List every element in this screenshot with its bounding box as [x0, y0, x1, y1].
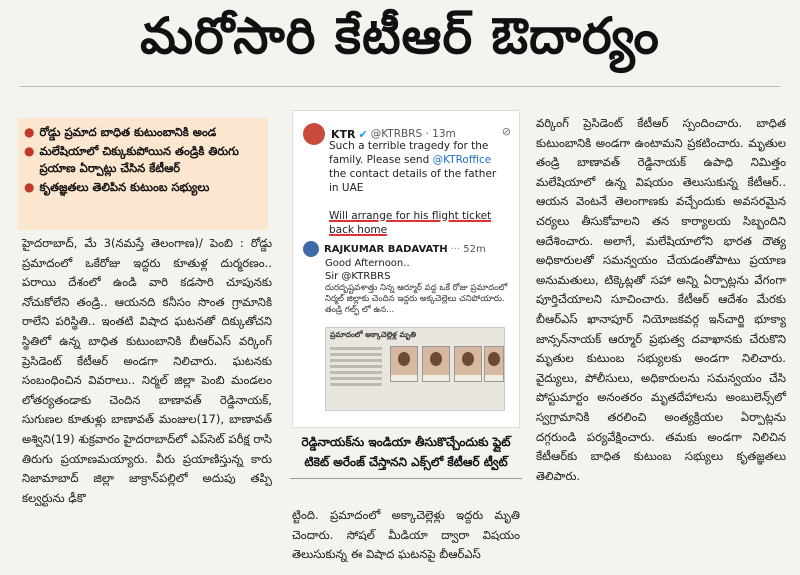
photo-girl-4	[484, 346, 504, 382]
photo-girl-1	[390, 346, 418, 382]
avatar	[303, 241, 319, 257]
article-column-1	[22, 234, 272, 508]
tweet-author: KTR	[331, 127, 356, 141]
highlight-item	[24, 179, 262, 196]
highlight-item	[24, 124, 262, 141]
more-icon: ···	[450, 243, 461, 255]
headline-divider	[20, 86, 780, 87]
article-column-3	[536, 114, 786, 486]
avatar	[303, 123, 325, 145]
article-paragraph: హైదరాబాద్, మే 3(నమస్తే తెలంగాణ)/ పెంబి : రోడ్డు ప్రమాదంలో ఒకేరోజు ఇద్దరు కూతుళ్ల దుర్మరణం.. పరాయి దేశంలో ఉండి వారి కడసారి చూపునకు నోచుకోలేని తండ్రి.. ఆయనది కనీసం సొంత గ్రామానికి రాలేని పరిస్థితి.. ఇంతటి విషాద ఘటనతో దిక్కుతోచని స్థితిలో ఉన్న బాధిత కుటుంబానికి బీఆర్ఎస్ వర్కింగ్ ప్రెసిడెంట్ కేటీఆర్ అండగా నిలిచారు. ఘటనకు సంబంధించిన వివరాలు.. నిర్మల్ జిల్లా పెంబి మండలం లోతర్యతండాకు చెందిన బాణావత్ రెడ్డినాయక్, సుగుణల కూతుళ్లు బాణావత్ మంజుల(17), బాణావత్ అశ్విని(19) శుక్రవారం హైదరాబాద్‌లో ఎప్‌సెట్ పరీక్ష రాసి తిరుగు ప్రయాణమయ్యారు. వీరు ప్రయాణిస్తున్న కారు నిజామాబాద్ జిల్లా జాక్రాన్‌పల్లిలో అదుపు తప్పి కల్వర్టును ఢీకొ	[22, 236, 272, 505]
highlights-box	[18, 118, 268, 230]
highlight-text: మలేషియాలో చిక్కుకుపోయిన తండ్రికి తిరుగు ప్రయాణ ఏర్పాట్లు చేసిన కేటీఆర్	[39, 144, 239, 175]
tweet-highlighted-text: Will arrange for his flight ticket back home	[329, 210, 492, 236]
tweet-text-part: the contact details of the father in UAE	[329, 168, 497, 194]
verified-icon: ✔	[358, 127, 368, 141]
article-column-2	[292, 506, 520, 565]
tweet-handle: @KTRBRS · 13m	[370, 128, 456, 140]
reply-tweet	[303, 241, 511, 421]
tweet-text-part: Such a terrible tragedy for the family. Please send	[329, 140, 489, 166]
tweet-screenshot	[292, 110, 520, 428]
reply-time: 52m	[463, 243, 486, 255]
reply-salutation: Sir @KTRBRS	[325, 271, 391, 282]
bullet-icon: ●	[24, 180, 35, 194]
photo-caption: రెడ్డినాయక్‌ను ఇండియా తీసుకొచ్చేందుకు ఫ్లైట్ టికెట్ అరేంజ్ చేస్తానని ఎక్స్‌లో కేటీఆర్ ట్వీట్	[301, 435, 511, 469]
caption-divider	[290, 478, 522, 479]
reply-header	[303, 241, 511, 257]
tweet-mention: @KTRoffice	[432, 154, 492, 166]
reply-telugu-text: దురదృష్టవశాత్తు నిన్న ఆర్మూర్ వద్ద ఒకే రోజు ప్రమాదంలో నిర్మల్ జిల్లాకు చెందిన ఇద్దరు అక్కచెల్లెలు చనిపోయారు. తండ్రి గల్ఫ్ లో ఉన...	[325, 283, 508, 315]
headline: మరోసారి కేటీఆర్ ఔదార్యం	[140, 6, 660, 65]
reply-text	[325, 257, 511, 316]
highlight-item	[24, 143, 262, 177]
photo-girl-3	[454, 346, 482, 382]
reply-greeting: Good Afternoon..	[325, 258, 410, 269]
article-paragraph: వర్కింగ్ ప్రెసిడెంట్ కేటీఆర్ స్పందించారు. బాధిత కుటుంబానికి అండగా ఉంటామని ప్రకటించారు. మృతుల తండ్రి బాణావత్ రెడ్డినాయక్ ఉపాధి నిమిత్తం మలేషియాలో ఉన్న విషయం తెలుసుకున్న కేటీఆర్.. ఆయన వెంటనే తెలంగాణకు వచ్చేందుకు అవసరమైన చర్యలు తీసుకోవాలని తన కార్యాలయ సిబ్బందిని ఆదేశించారు. అలాగే, మలేషియాలోని భారత దౌత్య అధికారులతో సమన్వయం చేయడంతోపాటు ప్రయాణ అనుమతులు, టిక్కెట్లతో సహా అన్ని ఏర్పాట్లను వేగంగా పూర్తిచేయాలని సూచించారు. కేటీఆర్ ఆదేశం మేరకు బీఆర్ఎస్ ఖానాపూర్ నియోజకవర్గ ఇన్‌చార్జి భూక్యా జాన్సన్‌నాయక్ ఆర్మూర్ ప్రభుత్వ దవాఖానకు చేరుకొని మృతుల కుటుంబ సభ్యులకు అండగా నిలిచారు. వైద్యులు, పోలీసులు, అధికారులను సమన్వయం చేసి పోస్టుమార్టం అనంతరం మృతదేహాలను అంబులెన్స్‌లో స్వగ్రామానికి తరలించి అంత్యక్రియల ఏర్పాట్లను దగ్గరుండి పర్యవేక్షించారు. తమకు అండగా నిలిచిన కేటీఆర్‌కు బాధిత కుటుంబ సభ్యులు కృతజ్ఞతలు తెలిపారు.	[536, 116, 786, 483]
reply-author: RAJKUMAR BADAVATH	[324, 243, 448, 255]
more-options-icon: ⊘	[501, 125, 511, 138]
bullet-icon: ●	[24, 125, 35, 139]
news-clipping-image	[325, 327, 505, 411]
bullet-icon: ●	[24, 144, 35, 158]
clipping-title: ప్రమాదంలో అక్కాచెల్లెళ్ల మృతి	[330, 330, 416, 339]
clipping-text-lines	[330, 344, 382, 389]
tweet-text	[329, 139, 509, 237]
highlight-text: రోడ్డు ప్రమాద బాధిత కుటుంబానికి అండ	[39, 125, 217, 139]
photo-girl-2	[422, 346, 450, 382]
highlight-text: కృతజ్ఞతలు తెలిపిన కుటుంబ సభ్యులు	[39, 180, 210, 194]
article-paragraph: ట్టింది. ప్రమాదంలో అక్కాచెల్లెళ్లు ఇద్దరు మృతి చెందారు. సోషల్ మీడియా ద్వారా విషయం తెలుసుకున్న ఈ విషాద ఘటనపై బీఆర్ఎస్	[292, 508, 520, 562]
